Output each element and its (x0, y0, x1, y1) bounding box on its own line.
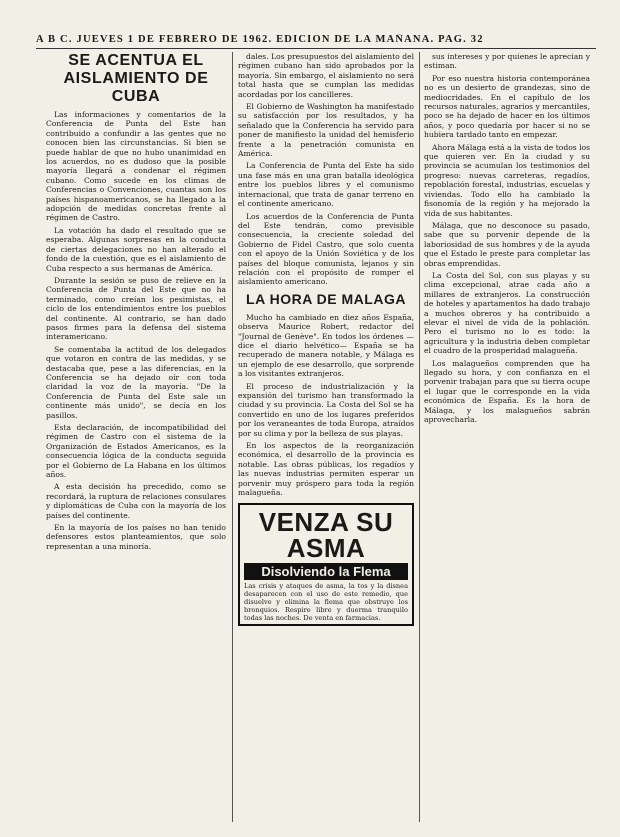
article-paragraph: La Conferencia de Punta del Este ha sido una fase más en una gran batalla ideológica entre los pueblos libres y el comunismo internacional, que trata de ganar terreno en el continente americano. (238, 161, 414, 209)
article-paragraph: sus intereses y por quienes le aprecian y estiman. (424, 52, 590, 71)
article-paragraph: Los acuerdos de la Conferencia de Punta del Este tendrán, como previsible consecuencia, la creciente soledad del Gobierno de Fidel Castro, que solo cuenta con el apoyo de la Unión Soviética y de los países del bloque comunista, lejanos y sin relación con el propósito de romper el aislamiento americano. (238, 211, 414, 287)
article-paragraph: Ahora Málaga está a la vista de todos los que quieren ver. En la ciudad y su provincia se acumulan los testimonios del progreso: nuevas carreteras, regadíos, repoblación forestal, industrias, escuelas y viviendas. Todo ello ha cambiado la fisonomía de la región y ha mejorado la vida de sus habitantes. (424, 142, 590, 218)
column-2 (238, 52, 414, 822)
article-paragraph: A esta decisión ha precedido, como se recordará, la ruptura de relaciones consulares y diplomáticas de Cuba con la mayoría de los países del continente. (46, 482, 226, 520)
article-paragraph: En los aspectos de la reorganización económica, el desarrollo de la provincia es notable. Las obras públicas, los regadíos y las nuevas industrias permiten esperar un porvenir muy próspero para toda la región malagueña. (238, 441, 414, 498)
article-paragraph: El Gobierno de Washington ha manifestado su satisfacción por los resultados, y ha señalado que la Conferencia ha servido para poner de manifiesto la unidad del hemisferio frente a la penetración comunista en América. (238, 102, 414, 159)
article-paragraph: El proceso de industrialización y la expansión del turismo han transformado la ciudad y su provincia. La Costa del Sol se ha convertido en uno de los lugares preferidos por los veraneantes de toda Europa, atraídos por su clima y por la belleza de sus playas. (238, 381, 414, 438)
article-paragraph: La Costa del Sol, con sus playas y su clima excepcional, atrae cada año a millares de extranjeros. La construcción de hoteles y apartamentos ha dado trabajo a muchos obreros y ha contribuido a elevar el nivel de vida de la población. Pero el turismo no lo es todo: la agricultura y la industria deben completar el cuadro de la prosperidad malagueña. (424, 270, 590, 356)
article-paragraph: En la mayoría de los países no han tenido defensores estos planteamientos, que solo representan a una minoría. (46, 523, 226, 551)
article-paragraph: dales. Los presupuestos del aislamiento del régimen cubano han sido aprobados por la mayoría. Sin embargo, el aislamiento no será total hasta que se cumplan las medidas acordadas por los cancilleres. (238, 52, 414, 99)
column-divider (419, 52, 420, 822)
asthma-advertisement (238, 503, 414, 626)
headline-aislamiento-cuba: SE ACENTUA EL AISLAMIENTO DE CUBA (63, 52, 209, 105)
article-paragraph: Málaga, que no desconoce su pasado, sabe que su porvenir depende de la laboriosidad de sus hombres y de la ayuda que el Estado le preste para completar las obras emprendidas. (424, 220, 590, 268)
article-paragraph: La votación ha dado el resultado que se esperaba. Algunas sorpresas en la conducta de ciertas delegaciones no han alterado el fondo de la cuestión, que es el aislamiento de Cuba respecto a sus hermanas de América. (46, 225, 226, 273)
column-1 (46, 52, 226, 822)
advert-body: Las crisis y ataques de asma, la tos y la disnea desaparecen con el uso de este remedio, que disuelve y elimina la flema que obstruye los bronquios. Respire libre y duerma tranquilo todas las noches. De venta en farmacias. (244, 582, 408, 622)
article-paragraph: Esta declaración, de incompatibilidad del régimen de Castro con el sistema de la Organización de Estados Americanos, es la consecuencia lógica de la conducta seguida por el Gobierno de La Habana en los últimos años. (46, 423, 226, 480)
article-paragraph: Los malagueños comprenden que ha llegado su hora, y con confianza en el porvenir trabajan para que su tierra ocupe el lugar que le corresponde en la vida económica de España. Es la hora de Málaga, y los malagueños sabrán aprovecharla. (424, 358, 590, 425)
advert-subtitle: Disolviendo la Flema (244, 563, 408, 580)
column-divider (232, 52, 233, 822)
article-paragraph: Las informaciones y comentarios de la Conferencia de Punta del Este han contribuido a confundir a las gentes que no conocen bien las circunstancias. Si bien se puede hablar de que no hubo unanimidad en los acuerdos, no es dudoso que la posible mayoría llegará a condenar el régimen cubano. Como sucede en los climas de Conferencias o Convenciones, cuantas son los países hispanoamericanos, se ha llegado a la adopción de medidas concretas frente al régimen de Castro. (46, 110, 226, 223)
advert-title: VENZA SU ASMA (258, 507, 394, 564)
article-paragraph: Por eso nuestra historia contemporánea no es un desierto de grandezas, sino de mediocridades. En el capítulo de los recursos naturales, agrarios y mercantiles, poco se ha dejado de hacer en los últimos años, y poco quedaría por hacer si no se hubiera tardado tanto en empezar. (424, 73, 590, 140)
column-3 (424, 52, 590, 822)
article-paragraph: Se comentaba la actitud de los delegados que votaron en contra de las medidas, y se destacaba que, pese a las diferencias, en la Conferencia se ha dejado oír con toda claridad la voz de la mayoría. "De la Conferencia de Punta del Este sale un continente más unido", se decía en los pasillos. (46, 344, 226, 420)
article-paragraph: Mucho ha cambiado en diez años España, observa Maurice Robert, redactor del "Journal de Genève". En todos los órdenes —dice el diario helvético— España se ha recuperado de manera notable, y Málaga es un ejemplo de ese desarrollo, que sorprende a los visitantes extranjeros. (238, 312, 414, 379)
article-paragraph: Durante la sesión se puso de relieve en la Conferencia de Punta del Este que no ha terminado, como creían los pesimistas, el ciclo de los entendimientos entre los pueblos del continente. Al contrario, se han dado pasos firmes para la defensa del sistema interamericano. (46, 275, 226, 342)
masthead: A B C. JUEVES 1 DE FEBRERO DE 1962. EDICION DE LA MAÑANA. PAG. 32 (36, 34, 596, 49)
headline-hora-malaga: LA HORA DE MALAGA (246, 290, 406, 307)
